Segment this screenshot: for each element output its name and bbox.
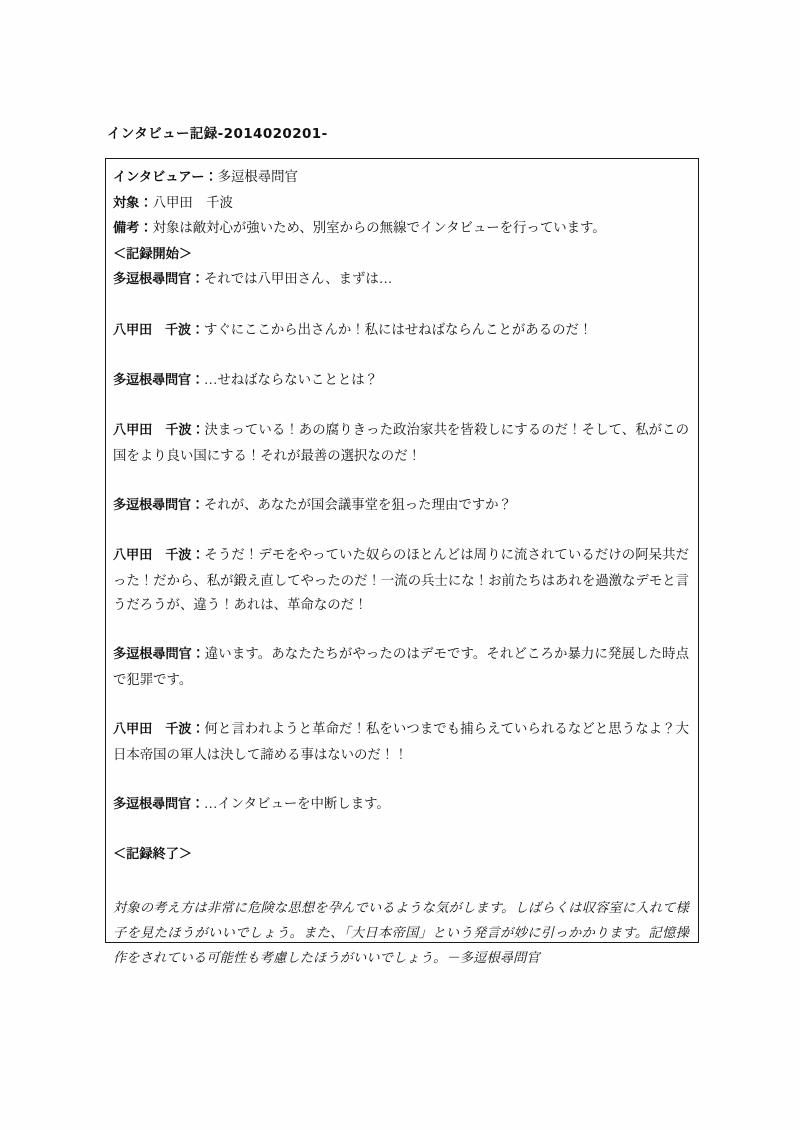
spacer	[113, 343, 689, 368]
spacer	[113, 692, 689, 717]
transcript-text: すぐにここから出さんか！私にはせねばならんことがあるのだ！	[203, 321, 593, 337]
field-interviewer	[113, 165, 689, 191]
transcript-turn	[113, 267, 689, 293]
transcript-turn	[113, 318, 689, 344]
transcript-separator: ：	[190, 497, 204, 513]
transcript-text: それでは八甲田さん、まずは…	[203, 271, 393, 287]
transcript-text: それが、あなたが国会議事堂を狙った理由ですか？	[203, 496, 512, 512]
transcript-turn-line	[113, 717, 689, 767]
field-remarks-label: 備考	[113, 221, 140, 237]
field-subject	[113, 191, 689, 217]
transcript-separator: ：	[190, 796, 204, 812]
transcript-turn	[113, 368, 689, 394]
transcript-turn-line	[113, 368, 689, 394]
transcript-separator: ：	[190, 372, 204, 388]
transcript-separator: ：	[191, 647, 205, 663]
transcript-speaker: 多逗根尋問官	[113, 272, 191, 288]
spacer	[113, 393, 689, 418]
transcript-text: 決まっている！あの腐りきった政治家共を皆殺しにするのだ！そして、私がこの国をより良い国にする！それが最善の選択なのだ！	[113, 421, 689, 463]
transcript-speaker: 多逗根尋問官	[113, 647, 192, 663]
transcript-turn-line	[113, 418, 689, 468]
transcript-turn-line	[113, 543, 689, 618]
analyst-note	[113, 896, 689, 971]
transcript-turn	[113, 717, 689, 767]
record-end-marker	[113, 842, 689, 868]
transcript-separator: ：	[190, 322, 204, 338]
transcript-turn	[113, 493, 689, 519]
record-start-marker	[113, 242, 689, 268]
transcript-text: 違います。あなたたちがやったのはデモです。それどころか暴力に発展した時点で犯罪です。	[113, 646, 689, 687]
field-interviewer-label: インタビュアー	[113, 170, 205, 185]
field-remarks	[113, 216, 689, 242]
field-remarks-value: 対象は敵対心が強いため、別室からの無線でインタビューを行っています。	[152, 220, 606, 236]
transcript-separator: ：	[191, 722, 205, 738]
transcript-turn-line	[113, 493, 689, 519]
transcript-speaker: 多逗根尋問官	[113, 796, 191, 812]
spacer	[113, 868, 689, 893]
transcript-text: そうだ！デモをやっていた奴らのほとんどは周りに流されているだけの阿呆共だった！だから、私が鍛え直してやったのだ！一流の兵士にな！お前たちはあれを過激なデモと言うだろうが、違う！あれは、革命なのだ！	[113, 546, 689, 613]
transcript-turn	[113, 543, 689, 618]
page-title: インタビュー記録-2014020201-	[107, 126, 328, 142]
transcript-speaker: 八甲田 千波	[113, 547, 192, 563]
transcript-text: …せねばならないこととは？	[203, 371, 379, 387]
transcript-turn-line	[113, 267, 689, 293]
field-remarks-separator: ：	[139, 221, 153, 237]
spacer	[113, 618, 689, 643]
field-interviewer-value: 多逗根尋問官	[217, 169, 298, 184]
field-subject-label: 対象	[113, 195, 140, 211]
transcript-speaker: 八甲田 千波	[113, 422, 192, 438]
transcript-turn	[113, 792, 689, 818]
transcript-turn	[113, 642, 689, 692]
transcript-turn-line	[113, 642, 689, 692]
spacer	[113, 518, 689, 543]
analyst-note-text: 対象の考え方は非常に危険な思想を孕んでいるような気がします。しばらくは収容室に入れて様子を見たほうがいいでしょう。また、「大日本帝国」という発言が妙に引っかかります。記憶操作をされている可能性も考慮したほうがいいでしょう。－多逗根尋問官	[113, 901, 689, 967]
transcript-speaker: 多逗根尋問官	[113, 497, 191, 513]
transcript-turn-line	[113, 792, 689, 818]
spacer	[113, 293, 689, 318]
field-subject-separator: ：	[139, 195, 153, 211]
record-box	[105, 158, 699, 967]
transcript-speaker: 八甲田 千波	[113, 322, 191, 338]
spacer	[113, 468, 689, 493]
field-subject-value: 八甲田 千波	[152, 194, 233, 210]
transcript-turn-line	[113, 318, 689, 344]
spacer	[113, 767, 689, 792]
record-start-marker-label: ＜記録開始＞	[113, 246, 193, 262]
transcript-turn	[113, 418, 689, 468]
field-interviewer-separator: ：	[204, 170, 218, 185]
transcript-speaker: 八甲田 千波	[113, 722, 192, 738]
transcript-separator: ：	[191, 547, 205, 563]
transcript-text: 何と言われようと革命だ！私をいつまでも捕らえていられるなどと思うなよ？大日本帝国の軍人は決して諦める事はないのだ！！	[113, 721, 689, 762]
record-end-marker-label: ＜記録終了＞	[113, 847, 193, 863]
transcript-separator: ：	[190, 272, 204, 288]
transcript-text: …インタビューを中断します。	[203, 795, 390, 811]
transcript-separator: ：	[191, 422, 205, 438]
transcript-speaker: 多逗根尋問官	[113, 372, 191, 388]
spacer	[113, 817, 689, 842]
